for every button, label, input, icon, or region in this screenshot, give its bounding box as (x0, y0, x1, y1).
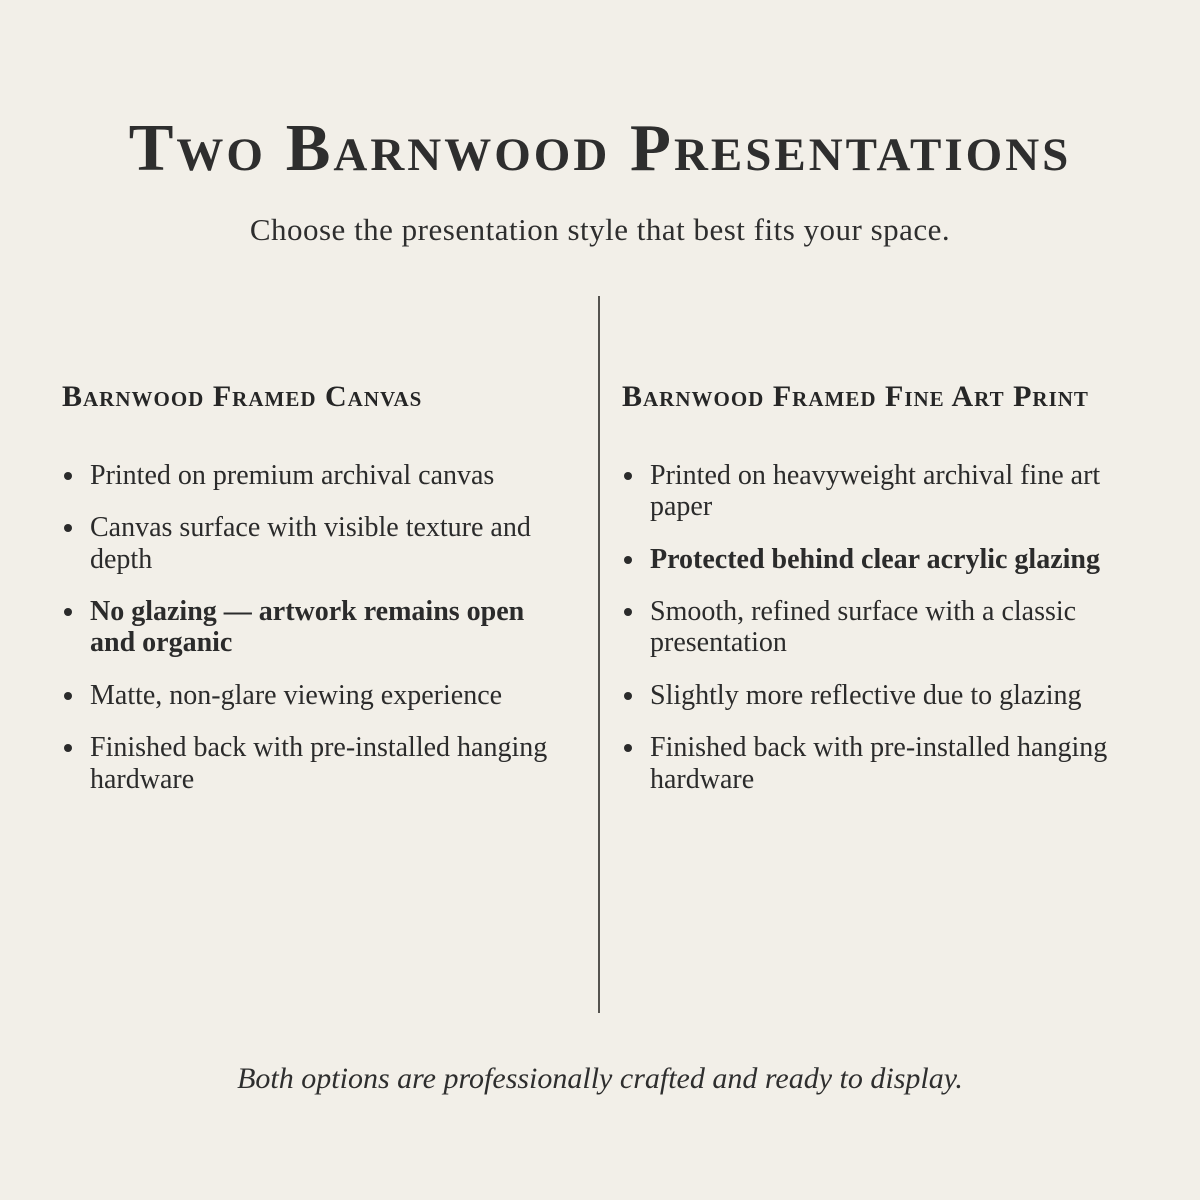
bullet-item (622, 544, 1142, 575)
column-heading-fine-art-print: Barnwood Framed Fine Art Print (622, 380, 1089, 413)
bullet-item (622, 680, 1142, 711)
vertical-divider (598, 296, 600, 1013)
bullet-text: Slightly more reflective due to glazing (650, 679, 1082, 711)
bullet-item (62, 732, 567, 795)
column-barnwood-framed-canvas (62, 380, 567, 816)
bullet-item (622, 732, 1142, 795)
page-title: Two Barnwood Presentations (128, 111, 1072, 185)
bullet-dot (624, 692, 632, 700)
bullet-item (62, 460, 567, 491)
bullet-item (62, 512, 567, 575)
bullet-text: Smooth, refined surface with a classic presentation (650, 596, 1077, 659)
bullet-item (62, 596, 567, 659)
bullet-text: Finished back with pre-installed hanging hardware (650, 732, 1108, 795)
bullet-text: Finished back with pre-installed hanging hardware (90, 732, 548, 795)
bullet-dot (624, 608, 632, 616)
bullet-item (622, 596, 1142, 659)
bullet-text: Printed on premium archival canvas (90, 460, 495, 491)
bullet-item (62, 680, 567, 711)
bullet-list-fine-art-print (622, 460, 1142, 795)
bullet-dot (624, 744, 632, 752)
bullet-text: Canvas surface with visible texture and depth (90, 512, 531, 575)
column-heading-canvas: Barnwood Framed Canvas (62, 380, 423, 413)
column-barnwood-framed-fine-art-print (622, 380, 1142, 816)
bullet-list-canvas (62, 460, 567, 795)
page-subtitle: Choose the presentation style that best fits your space. (249, 212, 951, 247)
bullet-text: No glazing — artwork remains open and organic (90, 596, 525, 659)
bullet-dot (624, 556, 632, 564)
bullet-dot (624, 472, 632, 480)
bullet-dot (64, 524, 72, 532)
bullet-dot (64, 608, 72, 616)
footer-note: Both options are professionally crafted and ready to display. (237, 1062, 963, 1095)
bullet-text: Protected behind clear acrylic glazing (650, 543, 1100, 575)
bullet-dot (64, 744, 72, 752)
bullet-item (622, 460, 1142, 523)
bullet-text: Matte, non-glare viewing experience (90, 679, 503, 711)
bullet-text: Printed on heavyweight archival fine art paper (650, 460, 1101, 523)
bullet-dot (64, 472, 72, 480)
bullet-dot (64, 692, 72, 700)
